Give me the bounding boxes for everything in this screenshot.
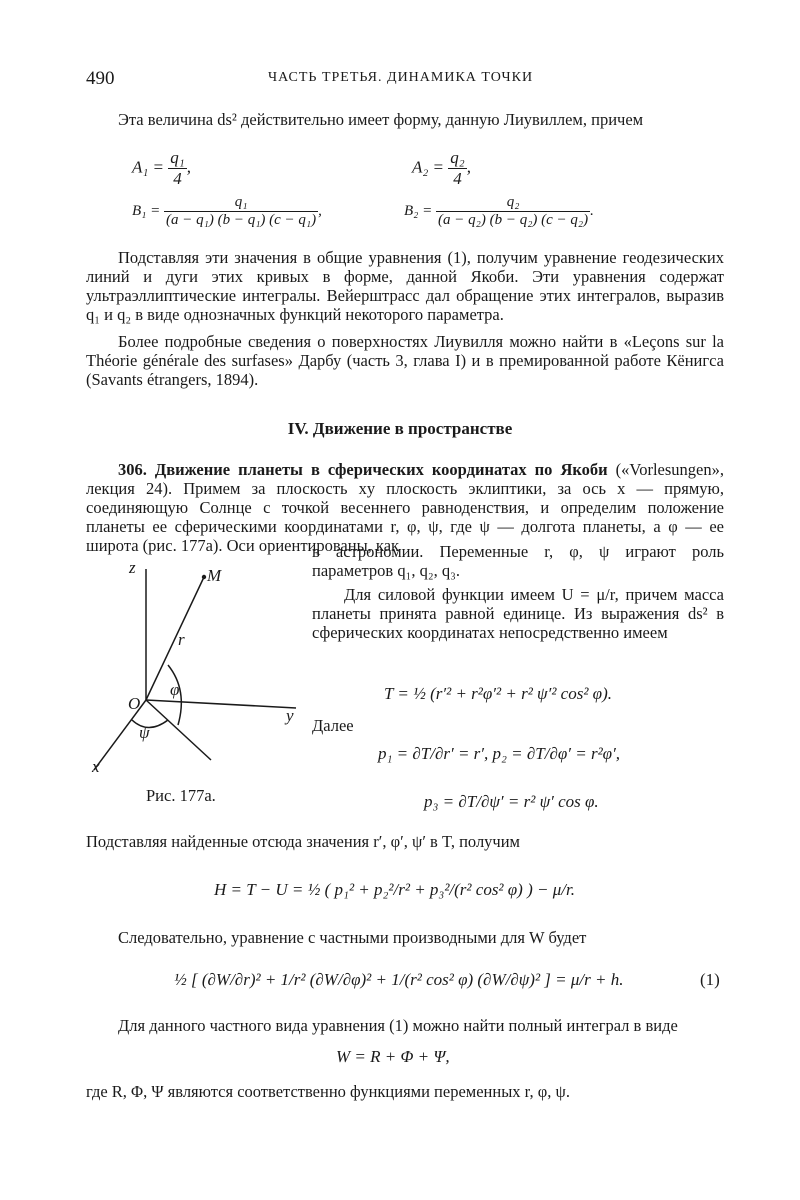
equation-A1: A₁ = $\frac{\text{q₁}}{4}$ ,	[132, 148, 191, 188]
label-r: r	[178, 630, 185, 649]
article-heading: 306. Движение планеты в сферических координатах по Якоби	[118, 460, 608, 479]
dalee-label: Далее	[312, 716, 354, 735]
article-text-conseq: Следовательно, уравнение с частными производными для W будет	[118, 928, 587, 947]
article-text-subst: Подставляя найденные отсюда значения r′, φ′, ψ′ в T, получим	[86, 832, 520, 851]
projection-line	[146, 700, 211, 760]
page-number: 490	[86, 68, 115, 89]
section-title: IV. Движение в пространстве	[287, 419, 513, 438]
label-psi: ψ	[139, 723, 150, 742]
running-title: ЧАСТЬ ТРЕТЬЯ. ДИНАМИКА ТОЧКИ	[268, 70, 534, 85]
label-z: z	[129, 558, 136, 577]
paragraph-liouville-surfaces: Более подробные сведения о поверхностях Лиувилля можно найти в «Leçons sur la Théorie générale des surfases» Дарбу (часть 3, глава I) и в премированной работе Кёнигса (Savants étrangers, 1894).	[86, 332, 724, 389]
label-x: x	[92, 757, 100, 776]
equation-p3: p₃ = ∂T/∂ψ′ = r² ψ′ cos φ.	[424, 792, 599, 811]
article-text-force: Для силовой функции имеем U = μ/r, причем масса планеты принята равной единице. Из выражения ds² в сферических координатах непосредственно имеем	[312, 585, 724, 642]
article-text-top: («Vorlesungen», лекция 24). Примем за плоскость xy плоскость эклиптики, за ось x — прямую, соединяющую Солнце с точкой весеннего равноденствия, и определим положение планеты ее сферическими координатами r, φ, ψ, где ψ — долгота планеты, а φ — ее широта (рис. 177а). Оси ориентированы, как	[86, 460, 724, 555]
equation-1: ½ [ (∂W/∂r)² + 1/r² (∂W/∂φ)² + 1/(r² cos² φ) (∂W/∂ψ)² ] = μ/r + h.	[174, 970, 624, 989]
y-axis	[146, 700, 296, 708]
point-M	[202, 575, 206, 579]
equation-H: H = T − U = ½ ( p₁² + p₂²/r² + p₃²/(r² cos² φ) ) − μ/r.	[214, 880, 575, 899]
equation-B2: B₂ = $\frac{\text{q₂}}{\text{(a − q₂) (b − q₂) (c − q₂)}}$ .	[404, 194, 594, 228]
equation-B1: B₁ = $\frac{\text{q₁}}{\text{(a − q₁) (b − q₁) (c − q₁)}}$ ,	[132, 194, 322, 228]
equation-A2: A₂ = $\frac{\text{q₂}}{4}$ ,	[412, 148, 471, 188]
intro-line: Эта величина ds² действительно имеет форму, данную Лиувиллем, причем	[118, 110, 644, 129]
label-phi: φ	[170, 680, 180, 699]
psi-arc	[132, 720, 168, 728]
figure-caption: Рис. 177а.	[146, 786, 216, 805]
article-text-integral: Для данного частного вида уравнения (1) можно найти полный интеграл в виде	[118, 1016, 678, 1035]
label-M: M	[207, 566, 222, 585]
equation-T: T = ½ (r′² + r²φ′² + r² ψ′² cos² φ).	[384, 684, 612, 703]
paragraph-geodesics: Подставляя эти значения в общие уравнения (1), получим уравнение геодезических линий и дуги этих кривых в форме, данной Якоби. Эти уравнения содержат ультраэллиптические интегралы. Вейерштрасс дал обращение этих интегралов, выразив q₁ и q₂ в виде однозначных функций некоторого параметра.	[86, 248, 724, 324]
article-text-right: в астрономии. Переменные r, φ, ψ играют роль параметров q₁, q₂, q₃.	[312, 542, 724, 580]
equation-1-label: (1)	[700, 970, 720, 989]
equation-p1-p2: p₁ = ∂T/∂r′ = r′, p₂ = ∂T/∂φ′ = r²φ′,	[378, 744, 621, 763]
article-text-final: где R, Φ, Ψ являются соответственно функциями переменных r, φ, ψ.	[86, 1082, 570, 1101]
label-O: O	[128, 694, 141, 713]
figure-177a	[86, 555, 316, 780]
article-opening	[86, 460, 724, 555]
equation-W: W = R + Φ + Ψ,	[336, 1047, 450, 1066]
label-y: y	[286, 706, 294, 725]
